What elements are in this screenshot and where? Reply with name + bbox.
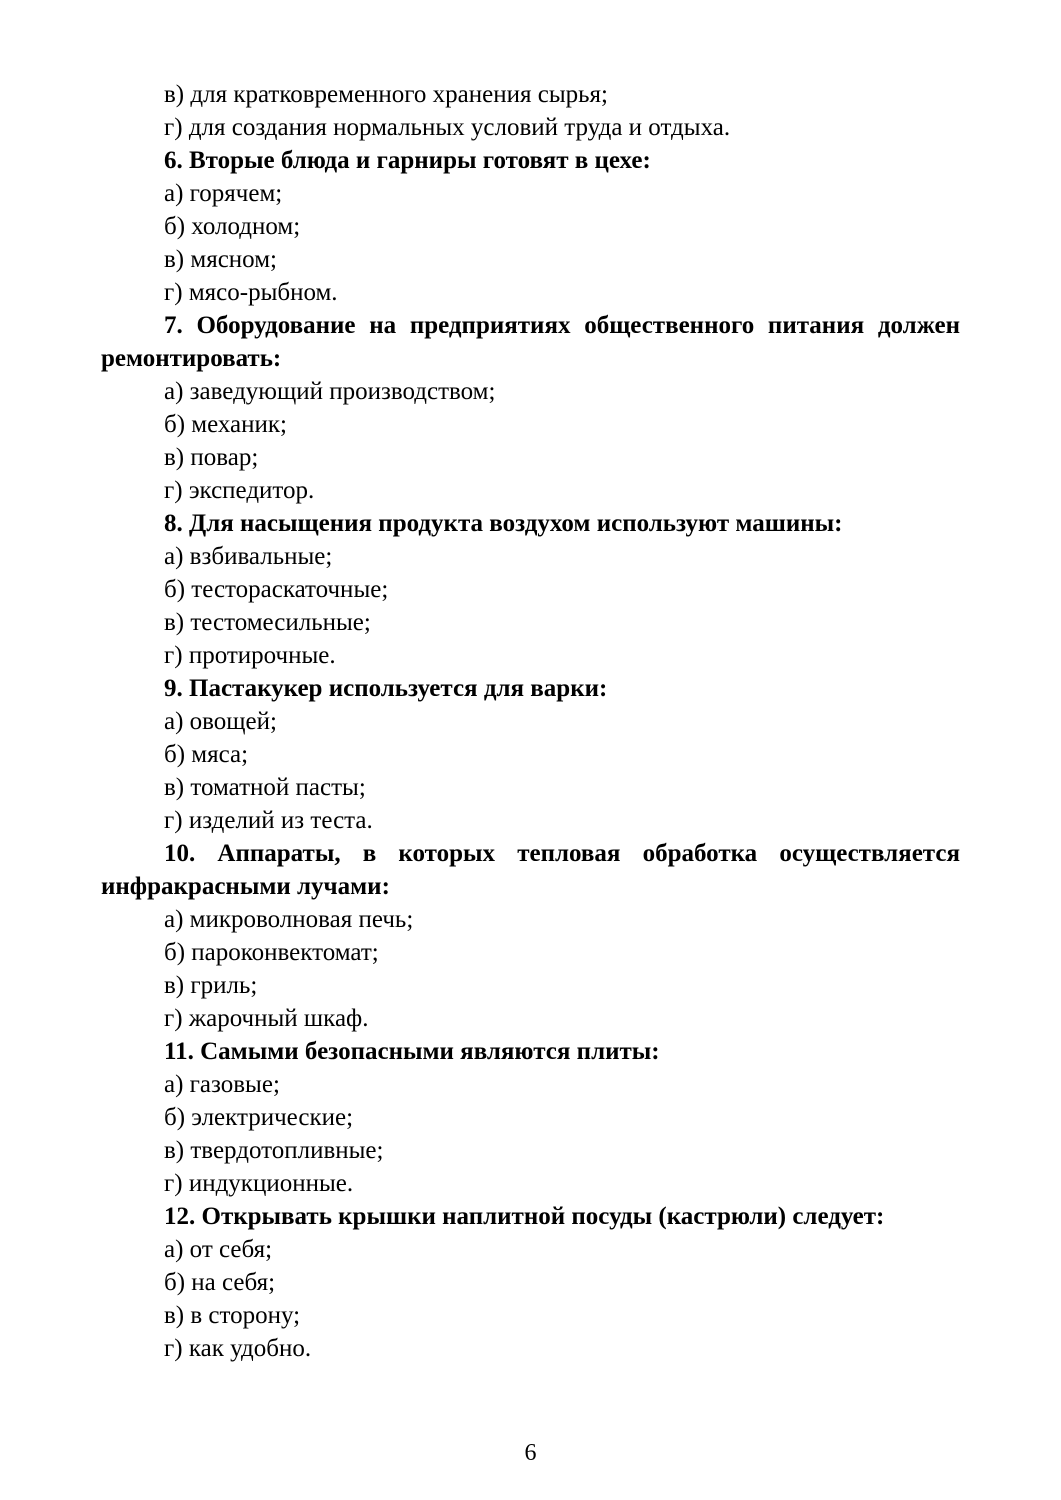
answer-option: а) взбивальные; (164, 543, 333, 570)
answer-option: г) как удобно. (164, 1335, 312, 1362)
answer-option: в) твердотопливные; (164, 1137, 384, 1164)
answer-option: в) для кратковременного хранения сырья; (164, 81, 608, 108)
answer-option: г) индукционные. (164, 1170, 354, 1197)
answer-option: г) жарочный шкаф. (164, 1005, 369, 1032)
page-number: 6 (524, 1440, 537, 1466)
answer-option: в) в сторону; (164, 1302, 301, 1329)
answer-option: в) гриль; (164, 972, 258, 999)
answer-option: а) заведующий производством; (164, 378, 496, 405)
question-title: 12. Открывать крышки наплитной посуды (кастрюли) следует: (164, 1203, 885, 1230)
answer-option: а) газовые; (164, 1071, 280, 1098)
answer-option: г) для создания нормальных условий труда и отдыха. (164, 114, 731, 141)
answer-option: г) мясо-рыбном. (164, 279, 338, 306)
question-title: 10. Аппараты, в которых тепловая обработка осуществляется инфракрасными лучами: (101, 840, 960, 900)
answer-option: г) протирочные. (164, 642, 336, 669)
question-title: 6. Вторые блюда и гарниры готовят в цехе: (164, 147, 651, 174)
question-title: 11. Самыми безопасными являются плиты: (164, 1038, 660, 1065)
question-list (101, 78, 960, 1365)
answer-option: г) экспедитор. (164, 477, 315, 504)
answer-option: г) изделий из теста. (164, 807, 373, 834)
answer-option: б) пароконвектомат; (164, 939, 379, 966)
answer-option: а) горячем; (164, 180, 283, 207)
answer-option: б) тестораскаточные; (164, 576, 389, 603)
answer-option: б) холодном; (164, 213, 301, 240)
answer-option: б) на себя; (164, 1269, 276, 1296)
question-title: 7. Оборудование на предприятиях общественного питания должен ремонтировать: (101, 312, 960, 372)
answer-option: в) томатной пасты; (164, 774, 366, 801)
answer-option: а) овощей; (164, 708, 277, 735)
answer-option: в) мясном; (164, 246, 277, 273)
answer-option: б) мяса; (164, 741, 249, 768)
answer-option: в) повар; (164, 444, 259, 471)
answer-option: а) микроволновая печь; (164, 906, 414, 933)
question-title: 8. Для насыщения продукта воздухом используют машины: (164, 510, 843, 537)
question-title: 9. Пастакукер используется для варки: (164, 675, 608, 702)
answer-option: б) электрические; (164, 1104, 354, 1131)
answer-option: в) тестомесильные; (164, 609, 371, 636)
answer-option: б) механик; (164, 411, 287, 438)
answer-option: а) от себя; (164, 1236, 273, 1263)
